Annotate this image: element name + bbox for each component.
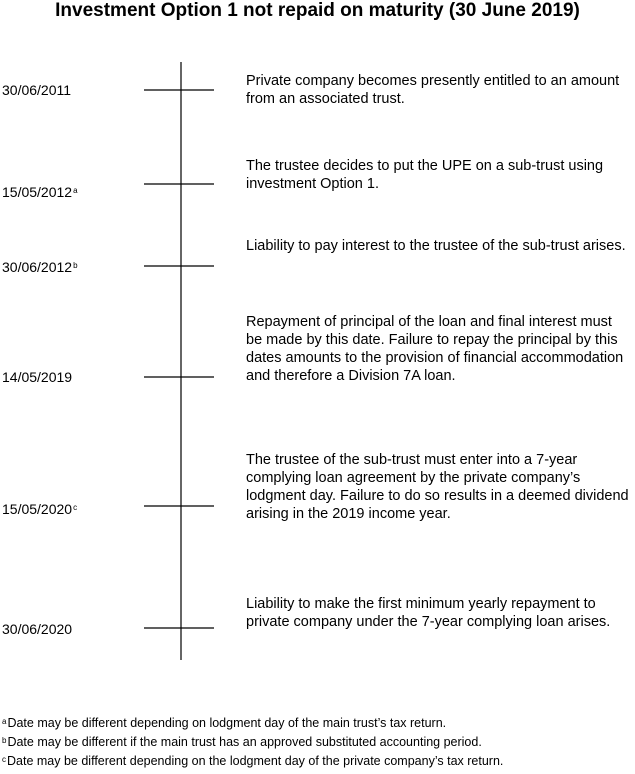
event-date: 30/06/2011 [2, 82, 72, 98]
event-description: The trustee decides to put the UPE on a sub-trust using investment Option 1. [246, 158, 604, 192]
event-date: 15/05/2020$^c$ [2, 501, 78, 517]
event-date: 30/06/2020 [2, 621, 73, 637]
footnote: $^a$Date may be different depending on lodgment day of the main trust’s tax return. [2, 716, 447, 730]
event-date: 14/05/2019 [2, 369, 73, 385]
footnote: $^c$Date may be different depending on the lodgment day of the private company’s tax return. [2, 754, 504, 768]
event-description: Liability to make the first minimum yearly repayment to private company under the 7-year complying loan arises. [246, 596, 611, 630]
event-description: Repayment of principal of the loan and final interest must be made by this date. Failure to repay the principal by this dates amounts to the provision of financial accommodation and therefore a Division 7A loan. [246, 314, 624, 384]
event-date: 15/05/2012$^a$ [2, 184, 78, 200]
event-description: Private company becomes presently entitled to an amount from an associated trust. [246, 73, 620, 107]
diagram-title: Investment Option 1 not repaid on maturity (30 June 2019) [55, 0, 580, 21]
footnote: $^b$Date may be different if the main trust has an approved substituted accounting period. [2, 735, 482, 749]
event-description: Liability to pay interest to the trustee of the sub-trust arises. [246, 238, 626, 254]
event-date: 30/06/2012$^b$ [2, 259, 78, 275]
footnotes [2, 713, 633, 770]
event-description: The trustee of the sub-trust must enter into a 7-year complying loan agreement by the private company’s lodgment day. Failure to do so results in a deemed dividend arising in the 2019 income year. [246, 452, 629, 522]
